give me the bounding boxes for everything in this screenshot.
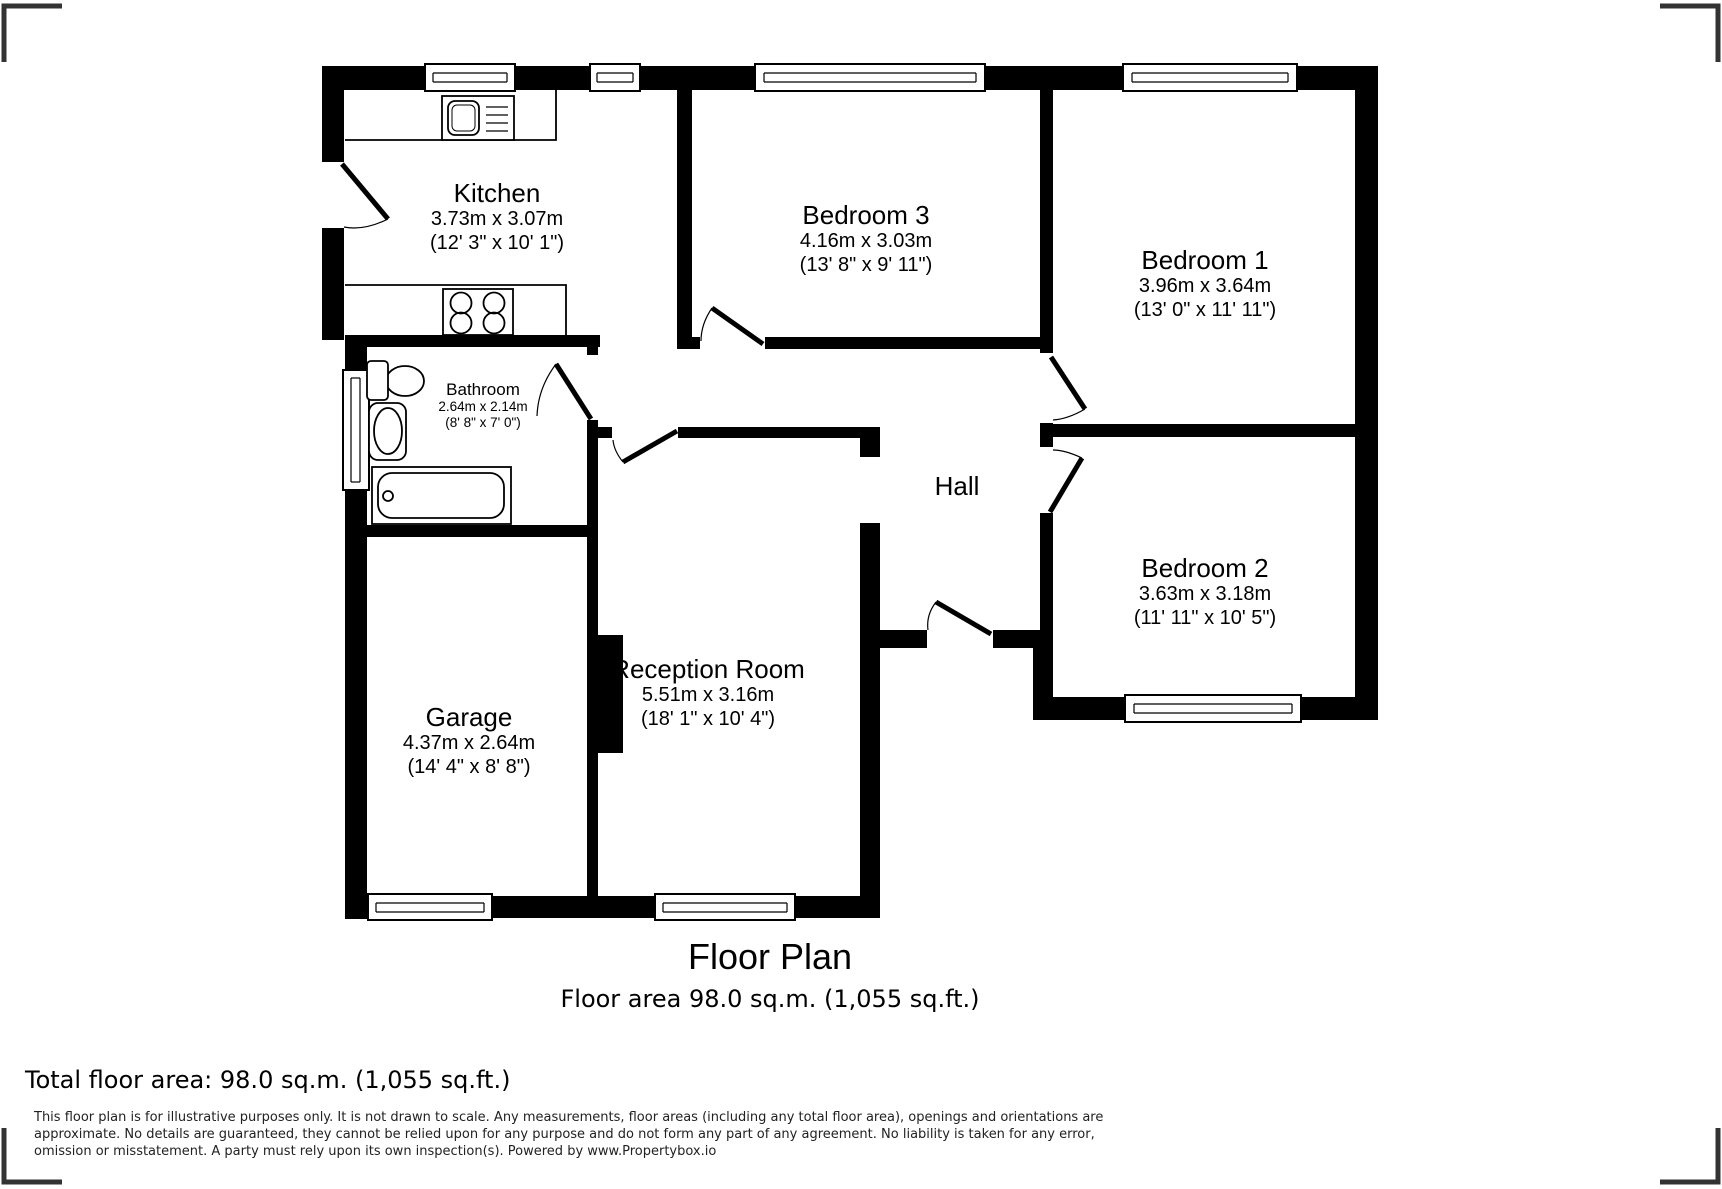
window-reception: [655, 894, 795, 920]
corner-mark-bottom-right: [1660, 1128, 1718, 1182]
kitchen-sink-icon: [442, 96, 514, 140]
disclaimer-line: This floor plan is for illustrative purposes only. It is not drawn to scale. Any measurements, floor areas (including any total floor area), openings and orientations are: [34, 1110, 1104, 1125]
wall-bed1-bed2-divider: [1053, 424, 1357, 437]
toilet-icon: [367, 361, 424, 400]
room-dim-metric: 3.96m x 3.64m: [1138, 275, 1272, 297]
window-bedroom3: [755, 64, 985, 91]
room-dim-imperial: (13' 0" x 11' 11"): [1133, 299, 1277, 321]
room-name: Bedroom 2: [1141, 553, 1269, 583]
room-name: Kitchen: [453, 178, 541, 208]
door-bedroom1: [1051, 357, 1085, 420]
wall-left-kitchen-lower: [322, 228, 344, 340]
door-bedroom2: [1050, 450, 1082, 512]
wall-bed3-bed1-divider: [1040, 88, 1053, 353]
room-name: Bedroom 1: [1141, 245, 1269, 275]
room-name: Reception Room: [611, 654, 805, 684]
room-name: Bathroom: [446, 380, 520, 399]
door-kitchen-side: [342, 164, 388, 228]
total-floor-area: Total floor area: 98.0 sq.m. (1,055 sq.ft.): [25, 1066, 511, 1094]
room-label-kitchen: [430, 179, 564, 255]
corner-mark-top-right: [1660, 6, 1718, 62]
plan-title: Floor Plan: [687, 936, 853, 977]
plan-subtitle: Floor area 98.0 sq.m. (1,055 sq.ft.): [560, 985, 980, 1013]
room-label-bedroom1: [1134, 246, 1276, 322]
wall-reception-right-lower: [860, 523, 880, 897]
wall-kitchen-bathroom: [345, 335, 600, 347]
room-dim-metric: 4.37m x 2.64m: [402, 732, 536, 754]
wall-reception-top: [678, 427, 880, 438]
room-name: Hall: [934, 471, 980, 501]
room-label-hall: [935, 472, 980, 500]
room-name: Garage: [425, 702, 513, 732]
disclaimer-line: omission or misstatement. A party must rely upon its own inspection(s). Powered by www.Propertybox.io: [34, 1143, 717, 1159]
wall-bathroom-garage: [345, 525, 598, 537]
wall-bathroom-right-stub: [587, 347, 598, 355]
door-back-entrance: [928, 602, 991, 634]
door-bedroom3: [701, 308, 763, 344]
wall-left-kitchen-upper: [322, 66, 344, 162]
room-label-bedroom3: [800, 201, 933, 277]
room-dim-metric: 5.51m x 3.16m: [641, 684, 775, 706]
window-kitchen-small: [590, 64, 640, 91]
room-dim-metric: 4.16m x 3.03m: [799, 230, 933, 252]
wall-hall-beds-stub: [1040, 423, 1053, 447]
wall-kitchen-hall: [677, 88, 692, 349]
basin-icon: [369, 403, 406, 460]
room-dim-imperial: (8' 8" x 7' 0"): [445, 415, 521, 430]
room-dim-imperial: (13' 8" x 9' 11"): [799, 254, 933, 276]
room-dim-imperial: (11' 11" x 10' 5"): [1133, 607, 1277, 629]
wall-reception-top-stub: [587, 427, 612, 438]
window-bedroom1: [1123, 64, 1297, 91]
room-dim-metric: 3.63m x 3.18m: [1138, 583, 1272, 605]
disclaimer: [34, 1110, 1634, 1160]
window-bedroom2: [1125, 695, 1301, 722]
wall-hall-bottom-right: [993, 630, 1053, 648]
wall-bed3-bottom-left: [677, 337, 700, 349]
disclaimer-line: approximate. No details are guaranteed, they cannot be relied upon for any purpose and do not form any part of any agreement. No liability is taken for any error,: [34, 1126, 1095, 1142]
kitchen-hob-icon: [443, 289, 513, 335]
wall-hall-bed2: [1040, 513, 1053, 648]
room-label-reception: [611, 655, 805, 731]
room-name: Bedroom 3: [802, 200, 930, 230]
room-dim-imperial: (12' 3" x 10' 1"): [429, 232, 565, 254]
bathtub-icon: [372, 467, 511, 524]
room-dim-metric: 2.64m x 2.14m: [438, 399, 528, 414]
window-garage: [368, 894, 492, 920]
door-reception: [613, 431, 677, 462]
door-bathroom: [537, 364, 591, 419]
room-dim-metric: 3.73m x 3.07m: [430, 208, 564, 230]
wall-reception-right-upper: [860, 427, 880, 457]
room-label-bedroom2: [1134, 554, 1276, 630]
window-bathroom: [343, 370, 369, 490]
wall-bed3-bottom-right: [765, 337, 1053, 349]
room-dim-imperial: (14' 4" x 8' 8"): [407, 756, 531, 778]
room-dim-imperial: (18' 1" x 10' 4"): [640, 708, 776, 730]
wall-hall-bottom-left: [860, 630, 927, 648]
corner-mark-top-left: [4, 6, 62, 62]
wall-right-outer: [1355, 66, 1378, 720]
window-kitchen-main: [425, 64, 515, 91]
room-label-garage: [403, 703, 535, 779]
room-label-bathroom: [438, 380, 527, 431]
